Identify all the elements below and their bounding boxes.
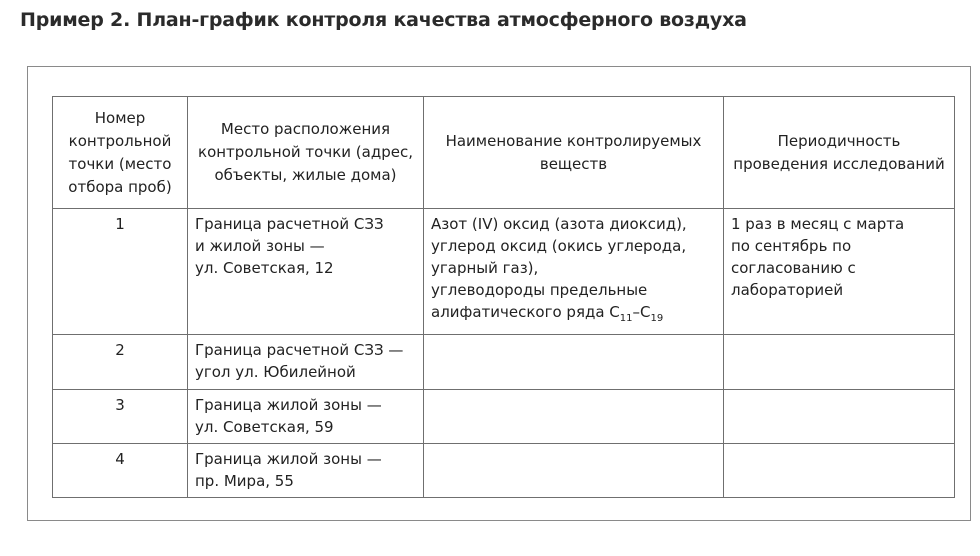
substances-cell: [424, 390, 724, 444]
point-number-cell: 1: [53, 209, 188, 335]
table-row: [53, 335, 955, 390]
periodicity-cell: [724, 390, 955, 444]
substances-cell: [424, 444, 724, 498]
location-cell: Граница расчетной СЗЗ и жилой зоны — ул. Советская, 12: [188, 209, 424, 335]
location-cell: Граница жилой зоны — пр. Мира, 55: [188, 444, 424, 498]
table-row: [53, 209, 955, 335]
header-substances: Наименование контролируемых веществ: [424, 97, 724, 209]
location-cell: Граница расчетной СЗЗ — угол ул. Юбилейной: [188, 335, 424, 390]
point-number-cell: 3: [53, 390, 188, 444]
table-header-row: [53, 97, 955, 209]
page-title: Пример 2. План-график контроля качества атмосферного воздуха: [20, 9, 747, 31]
periodicity-cell: [724, 444, 955, 498]
header-location: Место расположения контрольной точки (адрес, объекты, жилые дома): [188, 97, 424, 209]
substances-cell: [424, 209, 724, 335]
subscript-end: 19: [650, 313, 664, 324]
location-cell: Граница жилой зоны — ул. Советская, 59: [188, 390, 424, 444]
substances-cell: [424, 335, 724, 390]
table-row: [53, 390, 955, 444]
point-number-cell: 2: [53, 335, 188, 390]
header-periodicity: Периодичность проведения исследований: [724, 97, 955, 209]
substances-range-dash: –С: [632, 303, 651, 321]
periodicity-cell: 1 раз в месяц с марта по сентябрь по согласованию с лабораторией: [724, 209, 955, 335]
quality-control-table: [52, 96, 955, 498]
substances-text: Азот (IV) оксид (азота диоксид), углерод оксид (окись углерода, угарный газ), углеводороды предельные алифатического ряда С: [431, 215, 687, 321]
periodicity-cell: [724, 335, 955, 390]
header-point-number: Номер контрольной точки (место отбора проб): [53, 97, 188, 209]
subscript-start: 11: [619, 313, 633, 324]
point-number-cell: 4: [53, 444, 188, 498]
table-row: [53, 444, 955, 498]
